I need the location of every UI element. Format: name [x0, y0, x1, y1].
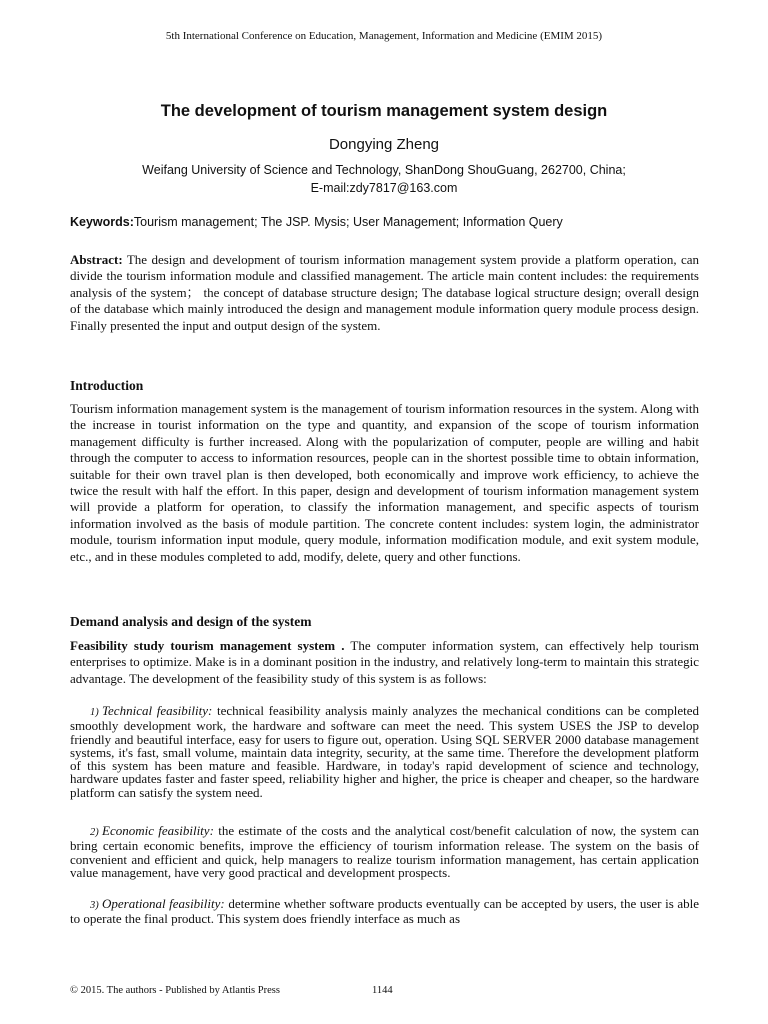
- feasibility-text: The computer information system, can effectively help tourism enterprises to optimize. Make is in a dominant position in the industry, and relatively long-term to maintain this strategic advantage. The development of the feasibility study of this system is as follows:: [70, 638, 699, 686]
- abstract-label: Abstract:: [70, 252, 123, 267]
- feasibility-label: Feasibility study tourism management system .: [70, 638, 345, 653]
- list-item-text: technical feasibility analysis mainly analyzes the mechanical conditions can be completed smoothly development work, the hardware and software can meet the need. This system USES the JSP to develop friendly and beautiful interface, easy for users to figure out, operation. Using SQL SERVER 2000 database management systems, it's fast, small volume, maintain data integrity, security, at the same time. Therefore the development platform of this system has been mature and feasible. Hardware, in today's rapid development of science and technology, hardware updates faster and faster speed, reliability higher and higher, the price is cheaper and cheaper, so the hardware platform can satisfy the system need.: [70, 703, 699, 800]
- introduction-paragraph: Tourism information management system is the management of tourism information resources in the system. Along with the increase in tourist information on the type and quantity, and expansion of the scope of tourism information management difficulty is further increased. Along with the popularization of computer, people are willing and habit through the computer to access to information resources, people can in the shortest possible time to obtain information, suitable for their own travel plan is then developed, both economically and improve work efficiency, to achieve the twice the result with half the effort. In this paper, design and development of tourism information management system will provide a platform for operation, to classify the information management, and specific aspects of tourism information involved as the basis of module partition. The concrete content includes: system login, the administrator module, tourism information input module, query module, information modification module, and exit system module, etc., and in these modules completed to add, modify, delete, query and other functions.: [70, 401, 699, 564]
- conference-header: 5th International Conference on Education, Management, Information and Medicine (EMIM 2015): [165, 30, 603, 42]
- list-item-label: Economic feasibility:: [102, 823, 214, 838]
- abstract: [70, 252, 699, 334]
- feasibility-paragraph: [70, 638, 699, 687]
- affiliation-block: [0, 161, 768, 197]
- paper-title: The development of tourism management system design: [160, 102, 608, 120]
- list-item-technical-feasibility: [70, 704, 699, 799]
- list-item-text: the estimate of the costs and the analytical cost/benefit calculation of now, the system can bring certain economic benefits, improve the efficiency of tourism information release. The system on the basis of convenient and efficient and quick, help managers to realize tourism information management, has certain application value management, have very good practical and development prospects.: [70, 823, 699, 880]
- keywords-label: Keywords:: [70, 215, 134, 229]
- abstract-text: The design and development of tourism information management system provide a platform operation, can divide the tourism information module and classified management. The article main content includes: the requirements analysis of the system； the concept of database structure design; The database logical structure design; overall design of the database which mainly introduced the design and management module information query module process design. Finally presented the input and output design of the system.: [70, 252, 699, 333]
- list-item-number: 3): [90, 900, 99, 911]
- list-item-number: 1): [90, 707, 99, 718]
- author-name: Dongying Zheng: [328, 136, 440, 153]
- keywords: [70, 213, 700, 231]
- section-heading-introduction: Introduction: [70, 378, 144, 393]
- affiliation: Weifang University of Science and Technology, ShanDong ShouGuang, 262700, China;: [142, 163, 626, 177]
- email: E-mail:zdy7817@163.com: [310, 181, 458, 195]
- list-item-number: 2): [90, 827, 99, 838]
- keywords-text: Tourism management; The JSP. Mysis; User Management; Information Query: [133, 215, 563, 229]
- list-item-operational-feasibility: [70, 897, 699, 926]
- list-item-label: Technical feasibility:: [102, 703, 213, 718]
- list-item-economic-feasibility: [70, 824, 699, 879]
- list-item-text: determine whether software products eventually can be accepted by users, the user is able to operate the final product. This system does friendly interface as much as: [70, 896, 699, 927]
- copyright-footer: © 2015. The authors - Published by Atlantis Press: [70, 985, 280, 996]
- section-heading-demand-analysis: Demand analysis and design of the system: [70, 614, 312, 629]
- list-item-label: Operational feasibility:: [102, 896, 225, 911]
- page-number: 1144: [372, 985, 393, 996]
